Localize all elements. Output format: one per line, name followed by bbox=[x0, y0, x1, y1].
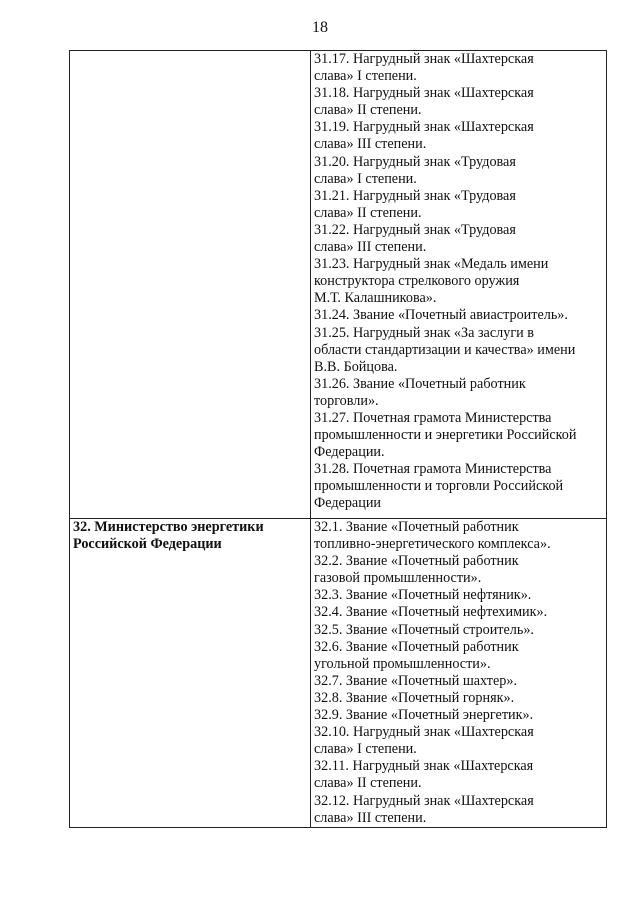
award-entry-line: 32.9. Звание «Почетный энергетик». bbox=[314, 707, 534, 724]
award-entry bbox=[314, 325, 603, 376]
table-row bbox=[70, 51, 607, 519]
award-entry bbox=[314, 587, 603, 604]
award-entry bbox=[314, 376, 603, 410]
award-entry-line: 31.24. Звание «Почетный авиастроитель». bbox=[314, 307, 568, 324]
award-entry bbox=[314, 673, 603, 690]
table-row bbox=[70, 519, 607, 828]
award-entry-line: промышленности и торговли Российской bbox=[314, 478, 564, 495]
award-entry-line: 31.18. Нагрудный знак «Шахтерская bbox=[314, 85, 534, 102]
award-entry bbox=[314, 461, 603, 512]
award-entry-line: слава» III степени. bbox=[314, 809, 427, 826]
award-entry-line: слава» I степени. bbox=[314, 741, 417, 758]
award-entry bbox=[314, 154, 603, 188]
award-entry-line: слава» II степени. bbox=[314, 204, 422, 221]
award-entry bbox=[314, 51, 603, 85]
award-entry-line: 32.8. Звание «Почетный горняк». bbox=[314, 689, 515, 706]
award-entry-line: слава» I степени. bbox=[314, 170, 417, 187]
awards-list bbox=[314, 519, 603, 827]
award-entry-line: 32.5. Звание «Почетный строитель». bbox=[314, 621, 534, 638]
award-entry-line: 32.2. Звание «Почетный работник bbox=[314, 553, 519, 570]
award-entry bbox=[314, 622, 603, 639]
award-entry-line: 31.28. Почетная грамота Министерства bbox=[314, 461, 552, 478]
awards-table bbox=[69, 50, 607, 828]
award-entry-line: 32.3. Звание «Почетный нефтяник». bbox=[314, 587, 532, 604]
award-entry-line: 31.19. Нагрудный знак «Шахтерская bbox=[314, 119, 534, 136]
award-entry-line: В.В. Бойцова. bbox=[314, 358, 398, 375]
award-entry-line: 31.27. Почетная грамота Министерства bbox=[314, 409, 552, 426]
award-entry bbox=[314, 256, 603, 307]
award-entry bbox=[314, 307, 603, 324]
award-entry bbox=[314, 553, 603, 587]
award-entry-line: 32.10. Нагрудный знак «Шахтерская bbox=[314, 724, 534, 741]
award-entry-line: Федерации bbox=[314, 495, 382, 512]
award-entry-line: 32.6. Звание «Почетный работник bbox=[314, 638, 519, 655]
award-entry bbox=[314, 639, 603, 673]
award-entry bbox=[314, 188, 603, 222]
award-entry bbox=[314, 222, 603, 256]
award-entry bbox=[314, 604, 603, 621]
award-entry-line: 31.26. Звание «Почетный работник bbox=[314, 375, 526, 392]
award-entry-line: слава» III степени. bbox=[314, 136, 427, 153]
award-entry-line: области стандартизации и качества» имени bbox=[314, 341, 576, 358]
award-entry-line: 31.17. Нагрудный знак «Шахтерская bbox=[314, 51, 534, 67]
award-entry-line: топливно-энергетического комплекса». bbox=[314, 536, 551, 553]
award-entry-line: 31.20. Нагрудный знак «Трудовая bbox=[314, 153, 516, 170]
award-entry-line: конструктора стрелкового оружия bbox=[314, 273, 520, 290]
award-entry-line: слава» III степени. bbox=[314, 239, 427, 256]
award-entry bbox=[314, 85, 603, 119]
award-entry bbox=[314, 519, 603, 553]
awards-cell bbox=[311, 519, 607, 828]
award-entry-line: угольной промышленности». bbox=[314, 655, 491, 672]
award-entry-line: торговли». bbox=[314, 392, 379, 409]
award-entry-line: 31.21. Нагрудный знак «Трудовая bbox=[314, 187, 516, 204]
award-entry bbox=[314, 690, 603, 707]
award-entry-line: 32.11. Нагрудный знак «Шахтерская bbox=[314, 758, 534, 775]
page-number: 18 bbox=[312, 19, 328, 36]
organization-cell bbox=[70, 51, 311, 519]
award-entry-line: газовой промышленности». bbox=[314, 570, 482, 587]
award-entry-line: М.Т. Калашникова». bbox=[314, 290, 437, 307]
award-entry-line: 31.25. Нагрудный знак «За заслуги в bbox=[314, 324, 534, 341]
award-entry-line: слава» II степени. bbox=[314, 102, 422, 119]
award-entry-line: слава» I степени. bbox=[314, 68, 417, 85]
award-entry-line: Федерации. bbox=[314, 444, 385, 461]
award-entry bbox=[314, 793, 603, 827]
award-entry bbox=[314, 758, 603, 792]
organization-cell bbox=[70, 519, 311, 828]
organization-name bbox=[73, 519, 307, 553]
award-entry-line: 32.12. Нагрудный знак «Шахтерская bbox=[314, 792, 534, 809]
award-entry-line: слава» II степени. bbox=[314, 775, 422, 792]
award-entry-line: 32.1. Звание «Почетный работник bbox=[314, 519, 519, 535]
awards-list bbox=[314, 51, 603, 513]
award-entry-line: 32.7. Звание «Почетный шахтер». bbox=[314, 672, 518, 689]
award-entry bbox=[314, 410, 603, 461]
award-entry bbox=[314, 707, 603, 724]
organization-name-line: 32. Министерство энергетики bbox=[73, 519, 264, 535]
award-entry-line: 32.4. Звание «Почетный нефтехимик». bbox=[314, 604, 548, 621]
award-entry-line: 31.23. Нагрудный знак «Медаль имени bbox=[314, 256, 549, 273]
award-entry-line: 31.22. Нагрудный знак «Трудовая bbox=[314, 221, 516, 238]
organization-name-line: Российской Федерации bbox=[73, 536, 222, 553]
awards-cell bbox=[311, 51, 607, 519]
award-entry bbox=[314, 119, 603, 153]
award-entry-line: промышленности и энергетики Российской bbox=[314, 427, 577, 444]
award-entry bbox=[314, 724, 603, 758]
